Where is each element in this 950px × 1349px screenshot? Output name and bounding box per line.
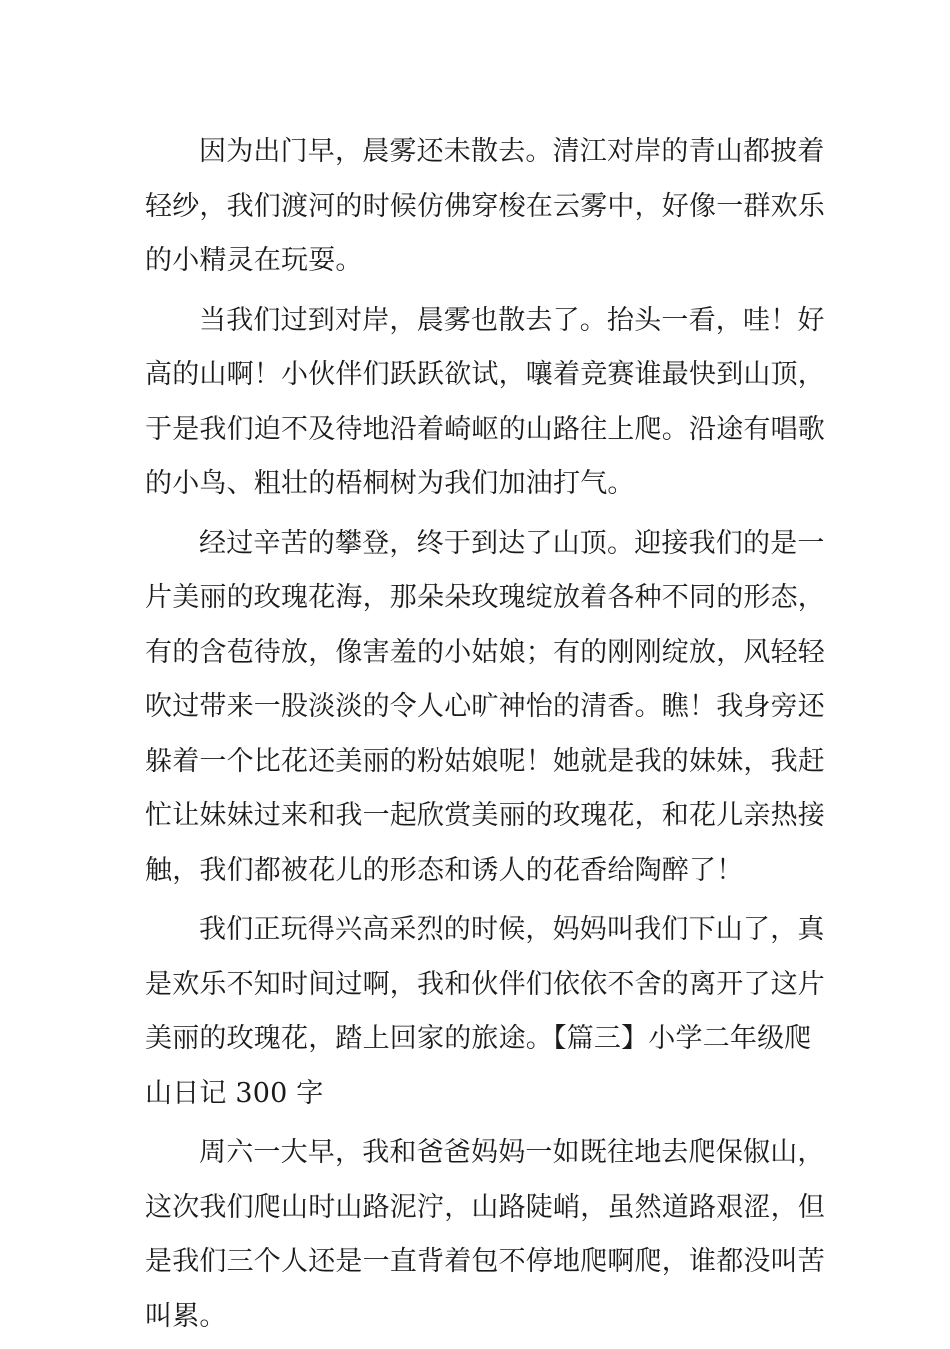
text-line: 忙让妹妹过来和我一起欣赏美丽的玫瑰花，和花儿亲热接 xyxy=(145,800,825,831)
text-line: 的小精灵在玩耍。 xyxy=(145,245,363,276)
text-line: 高的山啊！小伙伴们跃跃欲试，嚷着竞赛谁最快到山顶， xyxy=(145,359,825,390)
text-line: 美丽的玫瑰花，踏上回家的旅途。【篇三】小学二年级爬 xyxy=(145,1023,812,1054)
paragraph-3 xyxy=(145,517,825,899)
text-line: 于是我们迫不及待地沿着崎岖的山路往上爬。沿途有唱歌 xyxy=(145,413,825,445)
paragraph-2 xyxy=(145,294,825,512)
text-line: 我们正玩得兴高采烈的时候，妈妈叫我们下山了，真 xyxy=(199,914,825,945)
text-line: 这次我们爬山时山路泥泞，山路陡峭，虽然道路艰涩，但 xyxy=(145,1191,825,1223)
text-line: 经过辛苦的攀登，终于到达了山顶。迎接我们的是一 xyxy=(199,527,825,559)
paragraph-4 xyxy=(145,903,825,1121)
text-line: 山日记 300 字 xyxy=(145,1077,324,1109)
text-line: 是欢乐不知时间过啊，我和伙伴们依依不舍的离开了这片 xyxy=(145,968,825,1000)
text-line: 吹过带来一股淡淡的令人心旷神怡的清香。瞧！我身旁还 xyxy=(145,691,825,722)
paragraph-5 xyxy=(145,1126,825,1344)
text-line: 片美丽的玫瑰花海，那朵朵玫瑰绽放着各种不同的形态， xyxy=(145,582,825,613)
text-line: 当我们过到对岸，晨雾也散去了。抬头一看，哇！好 xyxy=(199,304,825,336)
text-line: 躲着一个比花还美丽的粉姑娘呢！她就是我的妹妹，我赶 xyxy=(145,745,825,777)
text-line: 有的含苞待放，像害羞的小姑娘；有的刚刚绽放，风轻轻 xyxy=(145,636,825,668)
document-body xyxy=(145,125,825,1349)
text-line: 轻纱，我们渡河的时候仿佛穿梭在云雾中，好像一群欢乐 xyxy=(145,190,825,222)
text-line: 因为出门早，晨雾还未散去。清江对岸的青山都披着 xyxy=(199,136,825,167)
text-line: 的小鸟、粗壮的梧桐树为我们加油打气。 xyxy=(145,468,635,499)
text-line: 是我们三个人还是一直背着包不停地爬啊爬，谁都没叫苦 xyxy=(145,1246,825,1277)
text-line: 周六一大早，我和爸爸妈妈一如既往地去爬保俶山， xyxy=(199,1137,825,1168)
paragraph-1 xyxy=(145,125,825,289)
text-line: 叫累。 xyxy=(145,1300,227,1332)
text-line: 触，我们都被花儿的形态和诱人的花香给陶醉了！ xyxy=(145,854,744,886)
